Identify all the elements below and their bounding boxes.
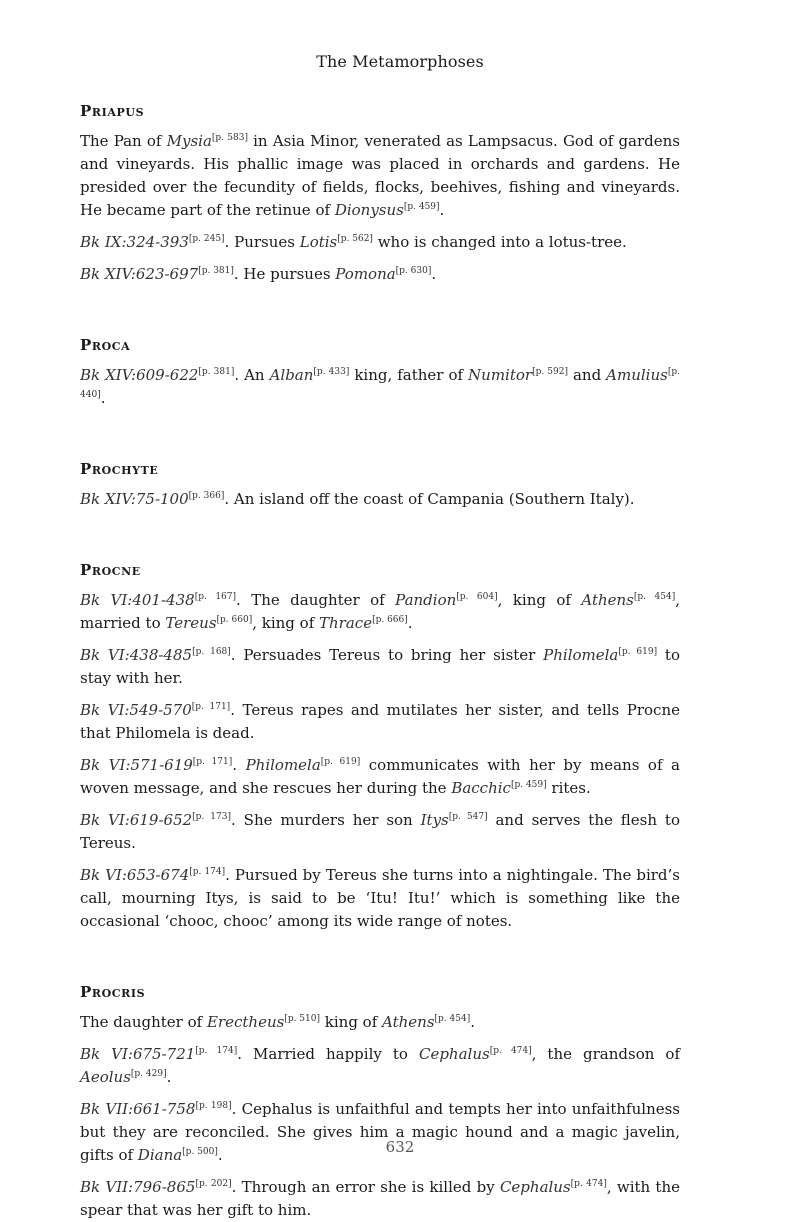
reference-term[interactable]: Amulius <box>606 366 668 384</box>
text-run: . Married happily to <box>237 1045 419 1063</box>
page-reference-link[interactable]: [p. 198] <box>195 1101 232 1111</box>
text-run: . Through an error she is killed by <box>231 1178 500 1196</box>
entry-paragraph <box>80 231 680 254</box>
page-reference-link[interactable]: [p. 604] <box>456 592 498 602</box>
text-run: and <box>567 366 607 384</box>
reference-term[interactable]: Bk VI:401-438 <box>80 591 195 609</box>
reference-term[interactable]: Bk VI:571-619 <box>80 756 193 774</box>
text-run: . <box>470 1013 476 1031</box>
reference-term[interactable]: Bk VI:653-674 <box>80 866 190 884</box>
text-run: . <box>407 614 413 632</box>
entry-paragraph <box>80 644 680 690</box>
reference-term[interactable]: Bk VII:661-758 <box>80 1100 196 1118</box>
reference-term[interactable]: Bk XIV:623-697 <box>80 265 199 283</box>
text-run: . Persuades Tereus to bring her sister <box>230 646 544 664</box>
reference-term[interactable]: Lotis <box>299 233 338 251</box>
page-reference-link[interactable]: [p. 666] <box>372 615 408 625</box>
reference-term[interactable]: Bacchic <box>451 779 511 797</box>
reference-term[interactable]: Athens <box>382 1013 435 1031</box>
page-reference-link[interactable]: [p. 454] <box>633 592 676 602</box>
entry-paragraph <box>80 809 680 855</box>
entry-paragraph <box>80 263 680 286</box>
page-reference-link[interactable]: [p. 174] <box>189 867 226 877</box>
entry-heading: Prochyte <box>80 460 159 478</box>
reference-term[interactable]: Mysia <box>166 132 212 150</box>
text-run: rites. <box>546 779 591 797</box>
page-reference-link[interactable]: [p. 381] <box>198 266 234 276</box>
page-header: The Metamorphoses <box>316 52 484 71</box>
page-reference-link[interactable]: [p. 168] <box>192 647 231 657</box>
text-run: . <box>166 1068 172 1086</box>
text-run: . He pursues <box>233 265 336 283</box>
text-run: . <box>431 265 437 283</box>
text-run: . <box>232 756 246 774</box>
entry-paragraph <box>80 864 680 933</box>
entry-paragraph <box>80 589 680 635</box>
text-run: king of <box>320 1013 383 1031</box>
reference-term[interactable]: Philomela <box>543 646 619 664</box>
text-run: . An <box>234 366 270 384</box>
text-run: , married to <box>80 591 681 632</box>
text-run: . Cephalus is unfaithful and tempts her into unfaithfulness but they are reconciled. She gives him a magic hound and a magic javelin, gifts of <box>80 1100 680 1164</box>
text-run: . Pursues <box>224 233 300 251</box>
page-reference-link[interactable]: [p. 245] <box>188 234 225 244</box>
page-reference-link[interactable]: [p. 171] <box>192 757 233 767</box>
text-run: . Tereus rapes and mutilates her sister, and tells Procne that Philomela is dead. <box>80 701 680 742</box>
reference-term[interactable]: Bk VI:619-652 <box>80 811 193 829</box>
reference-term[interactable]: Bk XIV:75-100 <box>80 490 189 508</box>
reference-term[interactable]: Bk VI:675-721 <box>80 1045 196 1063</box>
reference-term[interactable]: Cephalus <box>418 1045 490 1063</box>
entry-paragraph <box>80 754 680 800</box>
entry-paragraph <box>80 1176 680 1222</box>
text-run: communicates with her by means of a woven message, and she rescues her during the <box>80 756 680 797</box>
text-run: . Pursued by Tereus she turns into a nightingale. The bird’s call, mourning Itys, is said to be ‘Itu! Itu!’ which is something like the occasional ‘chooc, chooc’ among its wide range of notes. <box>80 866 680 930</box>
text-run: , the grandson of <box>531 1045 681 1063</box>
entry-paragraph <box>80 1043 680 1089</box>
reference-term[interactable]: Aeolus <box>80 1068 131 1086</box>
entry-priapus <box>80 100 680 286</box>
reference-term[interactable]: Numitor <box>468 366 533 384</box>
entry-procris <box>80 981 680 1222</box>
page-reference-link[interactable]: [p. 440] <box>80 367 680 400</box>
entry-paragraph <box>80 1011 680 1034</box>
entry-proca <box>80 334 680 410</box>
page-reference-link[interactable]: [p. 474] <box>570 1179 607 1189</box>
page-reference-link[interactable]: [p. 500] <box>182 1147 218 1157</box>
reference-term[interactable]: Philomela <box>245 756 321 774</box>
entry-paragraph <box>80 488 680 511</box>
text-run: The daughter of <box>80 1013 207 1031</box>
page-reference-link[interactable]: [p. 454] <box>434 1014 471 1024</box>
text-run: to stay with her. <box>80 646 680 687</box>
reference-term[interactable]: Bk IX:324-393 <box>80 233 189 251</box>
reference-term[interactable]: Erectheus <box>206 1013 285 1031</box>
text-run: king, father of <box>349 366 469 384</box>
page-number: 632 <box>385 1138 415 1156</box>
page-reference-link[interactable]: [p. 429] <box>130 1069 167 1079</box>
page-reference-link[interactable]: [p. 459] <box>403 202 440 212</box>
page-reference-link[interactable]: [p. 366] <box>188 491 225 501</box>
content <box>80 100 680 1222</box>
text-run: . The daughter of <box>236 591 396 609</box>
reference-term[interactable]: Bk XIV:609-622 <box>80 366 199 384</box>
reference-term[interactable]: Bk VII:796-865 <box>80 1178 196 1196</box>
reference-term[interactable]: Thrace <box>319 614 373 632</box>
text-run: , king of <box>497 591 582 609</box>
entry-procne <box>80 559 680 933</box>
page-reference-link[interactable]: [p. 171] <box>191 702 231 712</box>
page-reference-link[interactable]: [p. 619] <box>320 757 361 767</box>
entry-prochyte <box>80 458 680 511</box>
page-reference-link[interactable]: [p. 547] <box>448 812 488 822</box>
page-reference-link[interactable]: [p. 202] <box>195 1179 232 1189</box>
text-run: The Pan of <box>80 132 167 150</box>
entry-heading: Procne <box>80 561 141 579</box>
text-run: . An island off the coast of Campania (Southern Italy). <box>224 490 635 508</box>
reference-term[interactable]: Alban <box>269 366 314 384</box>
page-reference-link[interactable]: [p. 619] <box>618 647 658 657</box>
entry-paragraph <box>80 1098 680 1167</box>
reference-term[interactable]: Cephalus <box>499 1178 571 1196</box>
reference-term[interactable]: Diana <box>137 1146 183 1164</box>
page-reference-link[interactable]: [p. 592] <box>532 367 568 377</box>
text-run: who is changed into a lotus-tree. <box>372 233 627 251</box>
page-reference-link[interactable]: [p. 660] <box>216 615 253 625</box>
entry-paragraph <box>80 699 680 745</box>
page-reference-link[interactable]: [p. 173] <box>192 812 231 822</box>
text-run: and serves the flesh to Tereus. <box>80 811 680 852</box>
text-run: . <box>439 201 445 219</box>
page-reference-link[interactable]: [p. 562] <box>337 234 373 244</box>
text-run: in Asia Minor, venerated as Lampsacus. God of gardens and vineyards. His phallic image was placed in orchards and gardens. He presided over the fecundity of fields, flocks, beehives, fishing and vineyards. He became part of the retinue of <box>80 132 681 219</box>
reference-term[interactable]: Pomona <box>335 265 396 283</box>
text-run: . <box>217 1146 223 1164</box>
page-reference-link[interactable]: [p. 381] <box>198 367 235 377</box>
reference-term[interactable]: Bk VI:549-570 <box>80 701 192 719</box>
reference-term[interactable]: Itys <box>420 811 449 829</box>
page-reference-link[interactable]: [p. 474] <box>489 1046 532 1056</box>
text-run: . <box>100 389 106 407</box>
entry-heading: Proca <box>80 336 131 354</box>
text-run: , with the spear that was her gift to him. <box>80 1178 681 1219</box>
reference-term[interactable]: Athens <box>581 591 634 609</box>
text-run: . She murders her son <box>231 811 421 829</box>
reference-term[interactable]: Bk VI:438-485 <box>80 646 193 664</box>
entry-paragraph <box>80 130 680 222</box>
page-reference-link[interactable]: [p. 167] <box>194 592 237 602</box>
entry-paragraph <box>80 364 680 410</box>
entry-heading: Procris <box>80 983 146 1001</box>
page-reference-link[interactable]: [p. 174] <box>195 1046 238 1056</box>
reference-term[interactable]: Pandion <box>395 591 457 609</box>
page-reference-link[interactable]: [p. 630] <box>395 266 432 276</box>
page-reference-link[interactable]: [p. 583] <box>211 133 248 143</box>
text-run: , king of <box>252 614 320 632</box>
page-reference-link[interactable]: [p. 510] <box>284 1014 320 1024</box>
entry-heading: Priapus <box>80 102 145 120</box>
page-reference-link[interactable]: [p. 433] <box>313 367 350 377</box>
page-reference-link[interactable]: [p. 459] <box>510 780 547 790</box>
reference-term[interactable]: Tereus <box>165 614 217 632</box>
reference-term[interactable]: Dionysus <box>334 201 404 219</box>
